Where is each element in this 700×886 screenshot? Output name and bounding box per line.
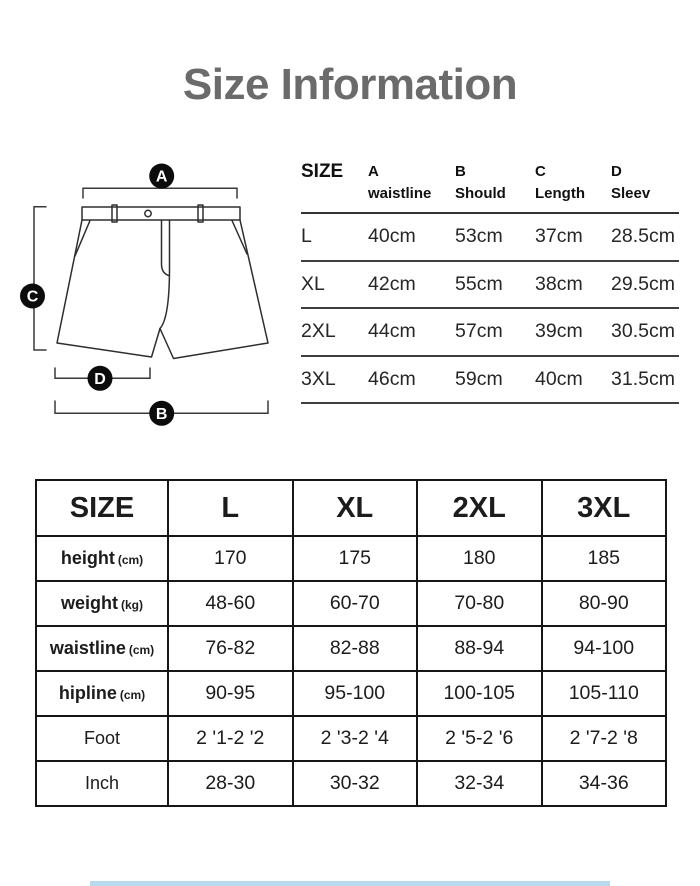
measure-col-b-should [455,161,535,205]
size-value-cell: 80-90 [542,581,667,626]
bracket-a [83,188,237,198]
row-unit: (cm) [117,553,144,567]
size-row-height [36,536,666,581]
size-header-cell: L [168,480,293,536]
body-size-table [35,479,667,807]
row-unit: (cm) [119,688,146,702]
row-label-cell [36,716,168,761]
size-row-weight [36,581,666,626]
col-letter-d: D [611,163,622,180]
measure-row-2xl [301,309,679,357]
measure-cell: 40cm [535,367,583,390]
row-label-cell [36,671,168,716]
measure-size-label: 3XL [301,367,336,390]
measure-cell: 39cm [535,320,583,343]
size-value-cell: 30-32 [293,761,418,806]
marker-d-label: D [94,370,106,388]
bracket-c [34,207,46,350]
size-value-cell: 180 [417,536,542,581]
col-letter-a: A [368,163,379,180]
measure-col-a-waistline [368,161,455,205]
size-value-cell: 170 [168,536,293,581]
measure-table-header [301,159,679,214]
size-value-cell: 175 [293,536,418,581]
measure-cell: 55cm [455,272,503,295]
measure-cell: 31.5cm [611,367,675,390]
size-value-cell: 100-105 [417,671,542,716]
measure-cell: 38cm [535,272,583,295]
page-title: Size Information [182,60,518,109]
row-label-cell [36,536,168,581]
row-label: Foot [83,728,121,748]
row-label-cell [36,761,168,806]
waistband [82,207,240,220]
size-value-cell: 32-34 [417,761,542,806]
size-header-cell: 3XL [542,480,667,536]
measure-size-label: 2XL [301,320,336,343]
size-value-cell: 82-88 [293,626,418,671]
marker-b-label: B [155,405,168,423]
size-header-cell: XL [293,480,418,536]
measure-col-c-length [535,161,611,205]
shorts-outline-drawing [18,150,300,440]
pocket-line-left [75,221,90,257]
col-word-waistline: waistline [368,184,432,202]
measure-row-3xl [301,357,679,405]
size-value-cell: 94-100 [542,626,667,671]
size-value-cell: 76-82 [168,626,293,671]
size-value-cell: 2 '3-2 '4 [293,716,418,761]
measure-size-label: L [301,225,312,248]
size-row-hipline [36,671,666,716]
shorts-diagram [18,150,300,440]
pocket-line-right [232,221,247,255]
row-label-cell [36,626,168,671]
col-letter-c: C [535,163,546,180]
measure-cell: 42cm [368,272,416,295]
size-value-cell: 185 [542,536,667,581]
size-value-cell: 34-36 [542,761,667,806]
col-word-should: Should [455,184,506,202]
measure-row-l [301,214,679,262]
measure-cell: 29.5cm [611,272,675,295]
size-row-inch [36,761,666,806]
size-value-cell: 105-110 [542,671,667,716]
size-value-cell: 60-70 [293,581,418,626]
row-label: waistline [49,638,126,658]
measure-cell: 57cm [455,320,503,343]
size-row-waistline [36,626,666,671]
row-label: height [60,548,115,568]
garment-measure-table [301,159,679,404]
measure-cell: 40cm [368,225,416,248]
marker-c-label: C [26,288,39,306]
measure-cell: 30.5cm [611,320,675,343]
row-label: weight [61,593,118,613]
fly-stitch [162,220,169,276]
marker-a-label: A [155,168,168,186]
size-value-cell: 2 '1-2 '2 [168,716,293,761]
size-value-cell: 28-30 [168,761,293,806]
size-row-foot [36,716,666,761]
size-value-cell: 70-80 [417,581,542,626]
size-table-header-row [36,480,666,536]
size-value-cell: 88-94 [417,626,542,671]
measure-size-label: XL [301,272,325,295]
button [145,210,151,216]
measure-cell: 53cm [455,225,503,248]
measure-cell: 44cm [368,320,416,343]
size-value-cell: 2 '7-2 '8 [542,716,667,761]
measure-col-d-sleev [611,161,679,205]
size-header-cell: SIZE [36,480,168,536]
measure-cell: 59cm [455,367,503,390]
size-value-cell: 2 '5-2 '6 [417,716,542,761]
size-value-cell: 48-60 [168,581,293,626]
size-header-cell: 2XL [417,480,542,536]
measure-row-xl [301,262,679,310]
row-label-cell [36,581,168,626]
col-word-length: Length [535,184,585,202]
col-word-sleev: Sleev [611,184,651,202]
measure-cell: 46cm [368,367,416,390]
size-value-cell: 95-100 [293,671,418,716]
measure-col-size-header: SIZE [301,161,344,182]
col-letter-b: B [455,163,466,180]
bottom-accent-bar [90,881,610,886]
measure-cell: 37cm [535,225,583,248]
measure-cell: 28.5cm [611,225,675,248]
row-unit: (kg) [121,598,143,612]
row-label: hipline [58,683,117,703]
row-unit: (cm) [128,643,155,657]
size-value-cell: 90-95 [168,671,293,716]
legs-outline [57,220,268,359]
row-label: Inch [84,773,120,793]
